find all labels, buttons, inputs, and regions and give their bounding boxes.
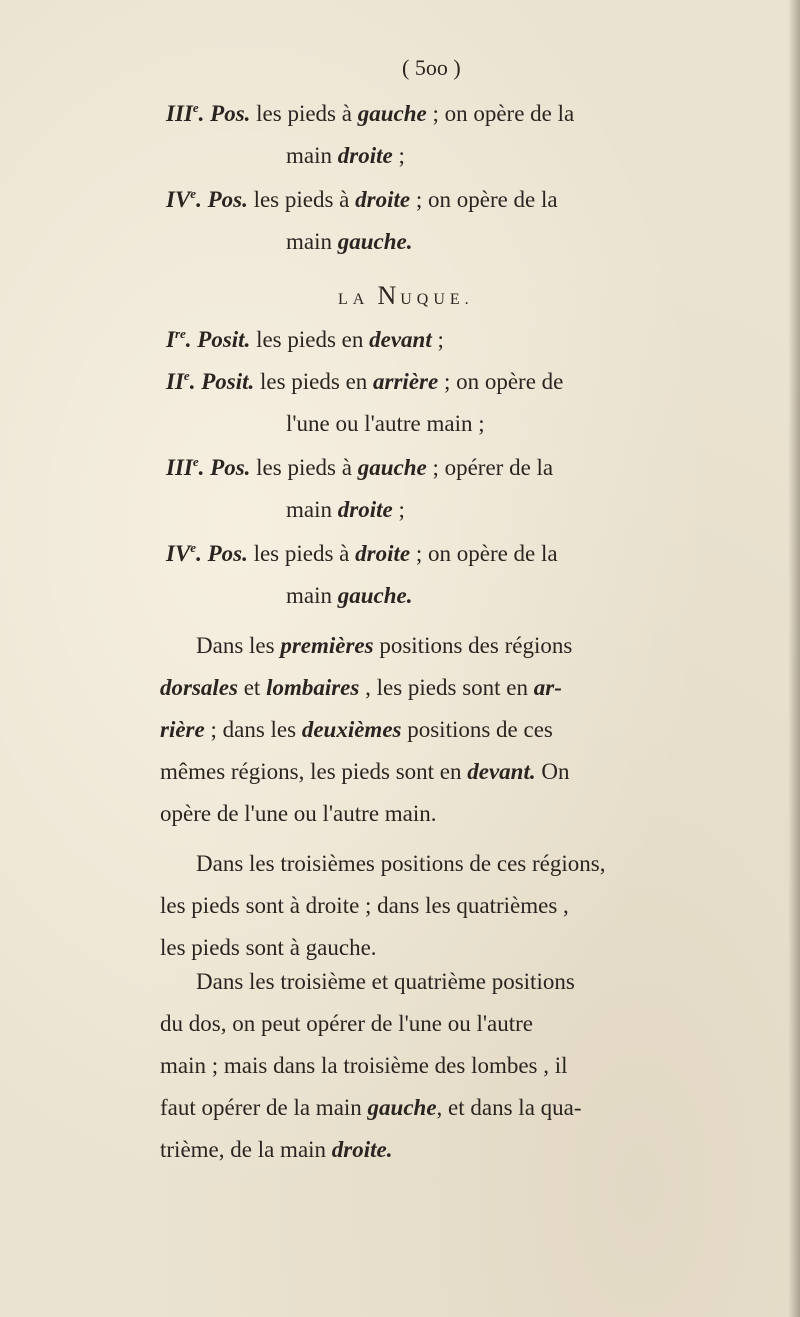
paragraph-3-line-5: trième, de la main droite. (160, 1137, 393, 1162)
position-4-line: IVe. Pos. les pieds à droite ; on opère de la (166, 186, 558, 212)
nuque-position-3-continuation: main droite ; (286, 497, 405, 522)
nuque-position-2-continuation: l'une ou l'autre main ; (286, 411, 485, 436)
nuque-position-2: IIe. Posit. les pieds en arrière ; on opère de (166, 368, 564, 394)
position-label: IVe. Pos. (166, 186, 248, 212)
nuque-position-3: IIIe. Pos. les pieds à gauche ; opérer de la (166, 454, 554, 480)
position-label: IIIe. Pos. (166, 100, 251, 126)
paragraph-3-line-3: main ; mais dans la troisième des lombes , il (160, 1053, 568, 1078)
page-number: ( 5oo ) (402, 55, 461, 80)
paragraph-2-line-3: les pieds sont à gauche. (160, 935, 377, 960)
paragraph-1-line-5: opère de l'une ou l'autre main. (160, 801, 437, 826)
paragraph-3-line-1: Dans les troisième et quatrième positions (196, 969, 575, 994)
nuque-position-4-continuation: main gauche. (286, 583, 413, 608)
section-heading: LA NUQUE. (338, 281, 474, 310)
nuque-position-1: Ire. Posit. les pieds en devant ; (166, 326, 444, 352)
nuque-position-4: IVe. Pos. les pieds à droite ; on opère de la (166, 540, 558, 566)
paragraph-1-line-4: mêmes régions, les pieds sont en devant. On (160, 759, 570, 784)
position-3-continuation: main droite ; (286, 143, 405, 168)
paragraph-1-line-3: rière ; dans les deuxièmes positions de ces (160, 717, 553, 742)
page-edge-shadow (788, 0, 800, 1317)
paragraph-3-line-2: du dos, on peut opérer de l'une ou l'autre (160, 1011, 533, 1036)
paragraph-3-line-4: faut opérer de la main gauche, et dans la qua- (160, 1095, 582, 1120)
position-4-continuation: main gauche. (286, 229, 413, 254)
position-3-line: IIIe. Pos. les pieds à gauche ; on opère de la (166, 100, 575, 126)
paragraph-1-line-2: dorsales et lombaires , les pieds sont en ar- (160, 675, 562, 700)
paragraph-2-line-2: les pieds sont à droite ; dans les quatrièmes , (160, 893, 569, 918)
paragraph-2-line-1: Dans les troisièmes positions de ces régions, (196, 851, 606, 876)
paragraph-1-line-1: Dans les premières positions des régions (196, 633, 573, 658)
